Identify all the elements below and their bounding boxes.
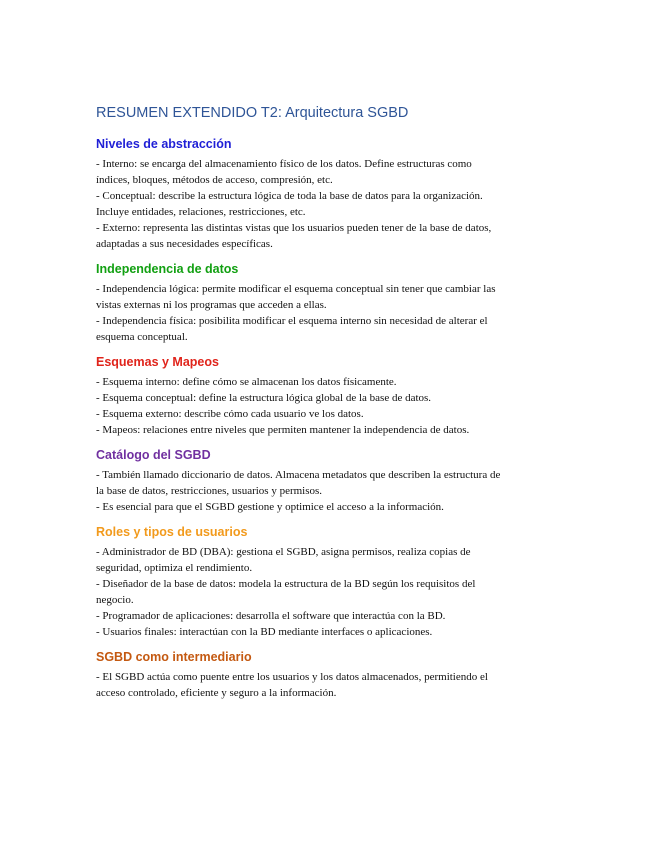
document-page	[96, 103, 566, 710]
section-body	[96, 156, 566, 252]
text-line: negocio.	[96, 594, 134, 606]
text-line: seguridad, optimiza el rendimiento.	[96, 562, 253, 574]
text-line: adaptadas a sus necesidades específicas.	[96, 238, 273, 250]
section-heading: Catálogo del SGBD	[96, 448, 211, 462]
text-line: - También llamado diccionario de datos. Almacena metadatos que describen la estructura de	[96, 469, 501, 481]
text-line: - Esquema conceptual: define la estructura lógica global de la base de datos.	[96, 392, 432, 404]
section-roles-usuarios	[96, 524, 566, 640]
text-line: - Independencia lógica: permite modificar el esquema conceptual sin tener que cambiar las	[96, 283, 496, 295]
section-heading: SGBD como intermediario	[96, 650, 252, 664]
text-line: - Mapeos: relaciones entre niveles que permiten mantener la independencia de datos.	[96, 424, 470, 436]
text-line: - Es esencial para que el SGBD gestione y optimice el acceso a la información.	[96, 501, 444, 513]
text-line: - Programador de aplicaciones: desarrolla el software que interactúa con la BD.	[96, 610, 446, 622]
text-line: - Administrador de BD (DBA): gestiona el SGBD, asigna permisos, realiza copias de	[96, 546, 471, 558]
text-line: la base de datos, restricciones, usuarios y permisos.	[96, 485, 323, 497]
text-line: acceso controlado, eficiente y seguro a la información.	[96, 687, 337, 699]
section-heading: Niveles de abstracción	[96, 137, 232, 151]
section-body	[96, 281, 566, 345]
text-line: - El SGBD actúa como puente entre los usuarios y los datos almacenados, permitiendo el	[96, 671, 488, 683]
text-line: - Conceptual: describe la estructura lógica de toda la base de datos para la organización.	[96, 190, 483, 202]
text-line: Incluye entidades, relaciones, restricciones, etc.	[96, 206, 306, 218]
text-line: - Independencia física: posibilita modificar el esquema interno sin necesidad de alterar el	[96, 315, 488, 327]
document-title: RESUMEN EXTENDIDO T2: Arquitectura SGBD	[96, 105, 409, 121]
text-line: esquema conceptual.	[96, 331, 188, 343]
section-body	[96, 669, 566, 701]
section-heading: Esquemas y Mapeos	[96, 355, 219, 369]
section-body	[96, 467, 566, 515]
section-catalogo-sgbd	[96, 447, 566, 515]
text-line: - Esquema externo: describe cómo cada usuario ve los datos.	[96, 408, 364, 420]
text-line: - Externo: representa las distintas vistas que los usuarios pueden tener de la base de datos,	[96, 222, 492, 234]
text-line: - Esquema interno: define cómo se almacenan los datos físicamente.	[96, 376, 397, 388]
section-sgbd-intermediario	[96, 649, 566, 701]
text-line: vistas externas ni los programas que acceden a ellas.	[96, 299, 327, 311]
section-independencia-datos	[96, 261, 566, 345]
section-heading: Independencia de datos	[96, 262, 239, 276]
text-line: - Diseñador de la base de datos: modela la estructura de la BD según los requisitos del	[96, 578, 476, 590]
text-line: - Interno: se encarga del almacenamiento físico de los datos. Define estructuras como	[96, 158, 472, 170]
text-line: - Usuarios finales: interactúan con la BD mediante interfaces o aplicaciones.	[96, 626, 433, 638]
section-esquemas-mapeos	[96, 354, 566, 438]
text-line: índices, bloques, métodos de acceso, compresión, etc.	[96, 174, 333, 186]
section-niveles-abstraccion	[96, 136, 566, 252]
section-body	[96, 544, 566, 640]
section-heading: Roles y tipos de usuarios	[96, 525, 248, 539]
section-body	[96, 374, 566, 438]
